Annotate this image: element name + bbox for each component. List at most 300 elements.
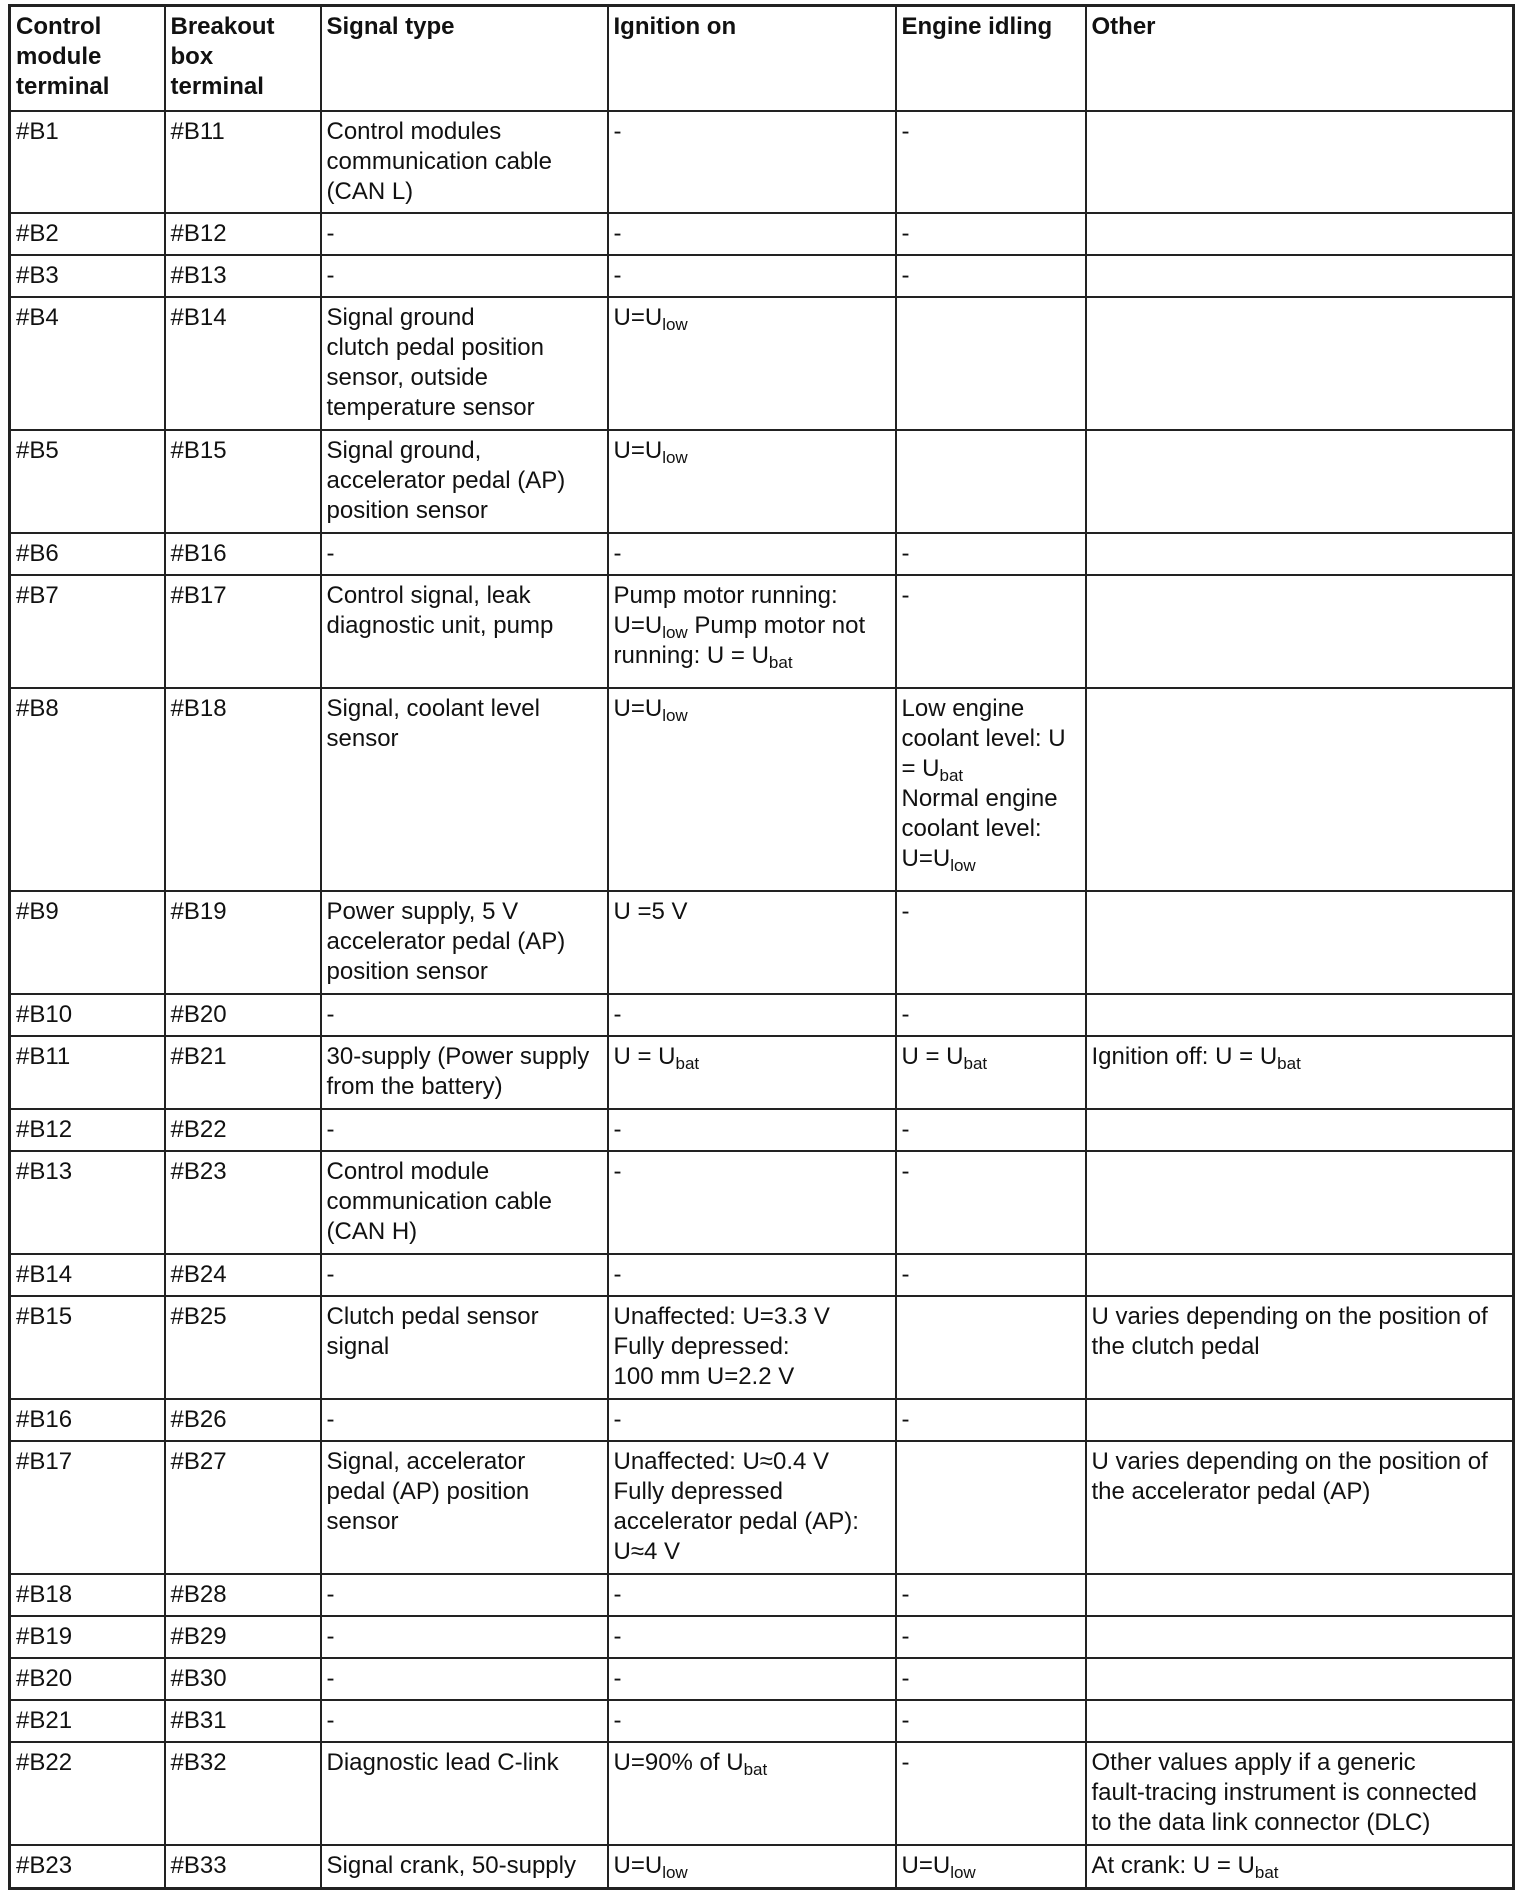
cell-line xyxy=(327,611,603,641)
cell-control-module-terminal xyxy=(10,891,165,994)
cell-line xyxy=(171,1447,316,1477)
cell-line xyxy=(327,927,603,957)
cell-line xyxy=(614,1580,891,1610)
cell-other xyxy=(1086,1845,1514,1889)
cell-text: Ignition off: U = U xyxy=(1091,1042,1278,1070)
cell-line xyxy=(327,1477,603,1507)
cell-line xyxy=(614,694,891,724)
cell-line xyxy=(614,1405,891,1435)
cell-text: U=U xyxy=(613,436,663,464)
cell-line xyxy=(902,1260,1081,1290)
subscript: low xyxy=(662,705,688,725)
cell-line xyxy=(902,261,1081,291)
cell-line xyxy=(614,1447,891,1477)
cell-control-module-terminal xyxy=(10,297,165,430)
cell-text: #B32 xyxy=(170,1748,227,1776)
subscript: low xyxy=(662,1862,688,1882)
table-row xyxy=(10,1658,1514,1700)
cell-line xyxy=(902,814,1081,844)
cell-line xyxy=(327,581,603,611)
cell-line xyxy=(614,1000,891,1030)
cell-line xyxy=(171,897,316,927)
subscript: bat xyxy=(743,1759,768,1779)
cell-text: the accelerator pedal (AP) xyxy=(1091,1477,1371,1505)
subscript: low xyxy=(950,855,976,875)
cell-text: U=U xyxy=(613,694,663,722)
cell-ignition-on xyxy=(608,1574,896,1616)
cell-line xyxy=(327,1332,603,1362)
cell-text: - xyxy=(326,1706,335,1734)
table-row xyxy=(10,688,1514,891)
cell-line xyxy=(16,1851,160,1881)
cell-breakout-box-terminal xyxy=(165,297,321,430)
cell-line xyxy=(902,1157,1081,1187)
cell-text: temperature sensor xyxy=(326,393,535,421)
cell-text: sensor, outside xyxy=(326,363,488,391)
cell-engine-idling xyxy=(896,1845,1086,1889)
cell-text: - xyxy=(901,581,910,609)
table-row xyxy=(10,1254,1514,1296)
cell-line xyxy=(614,1507,891,1537)
cell-text: U = U xyxy=(901,1042,964,1070)
cell-text: sensor xyxy=(326,724,399,752)
cell-breakout-box-terminal xyxy=(165,1036,321,1109)
cell-text: #B5 xyxy=(16,436,59,464)
cell-text: - xyxy=(901,261,910,289)
cell-engine-idling xyxy=(896,1296,1086,1399)
table-row xyxy=(10,297,1514,430)
cell-line xyxy=(902,539,1081,569)
table-row xyxy=(10,1574,1514,1616)
cell-text: diagnostic unit, pump xyxy=(326,611,554,639)
cell-breakout-box-terminal xyxy=(165,1296,321,1399)
cell-text: #B33 xyxy=(170,1851,227,1879)
cell-ignition-on xyxy=(608,1700,896,1742)
cell-text: - xyxy=(326,1405,335,1433)
cell-text: #B24 xyxy=(170,1260,227,1288)
cell-text: Signal, accelerator xyxy=(326,1447,526,1475)
cell-line xyxy=(327,1115,603,1145)
table-row xyxy=(10,1151,1514,1254)
cell-control-module-terminal xyxy=(10,533,165,575)
cell-ignition-on xyxy=(608,688,896,891)
cell-ignition-on xyxy=(608,1036,896,1109)
cell-text: - xyxy=(613,1260,622,1288)
cell-line xyxy=(614,1851,891,1881)
cell-line xyxy=(614,1157,891,1187)
column-header-ignition-on xyxy=(608,6,896,111)
table-row xyxy=(10,533,1514,575)
cell-other xyxy=(1086,111,1514,213)
cell-text: accelerator pedal (AP) xyxy=(326,466,566,494)
cell-text: - xyxy=(901,1622,910,1650)
subscript: bat xyxy=(768,652,793,672)
subscript: low xyxy=(662,622,688,642)
cell-ignition-on xyxy=(608,575,896,688)
cell-other xyxy=(1086,533,1514,575)
cell-line xyxy=(16,1622,160,1652)
cell-line xyxy=(327,147,603,177)
cell-line xyxy=(902,219,1081,249)
cell-line xyxy=(614,117,891,147)
cell-line xyxy=(16,436,160,466)
cell-signal-type xyxy=(321,575,608,688)
cell-line xyxy=(614,1477,891,1507)
cell-other xyxy=(1086,1616,1514,1658)
cell-text: #B26 xyxy=(170,1405,227,1433)
cell-text: pedal (AP) position xyxy=(326,1477,530,1505)
cell-line xyxy=(614,1115,891,1145)
cell-text: - xyxy=(613,1157,622,1185)
cell-text: #B22 xyxy=(16,1748,73,1776)
terminal-table xyxy=(8,4,1515,1890)
cell-control-module-terminal xyxy=(10,1845,165,1889)
cell-line xyxy=(327,1260,603,1290)
cell-line xyxy=(1092,1477,1509,1507)
cell-line xyxy=(16,694,160,724)
cell-line xyxy=(614,611,891,641)
cell-line xyxy=(1092,1808,1509,1838)
cell-control-module-terminal xyxy=(10,1254,165,1296)
cell-text: #B12 xyxy=(16,1115,73,1143)
cell-text: #B28 xyxy=(170,1580,227,1608)
cell-engine-idling xyxy=(896,1151,1086,1254)
cell-line xyxy=(1092,1447,1509,1477)
cell-line xyxy=(902,1405,1081,1435)
cell-text: #B27 xyxy=(170,1447,227,1475)
cell-line xyxy=(902,1622,1081,1652)
cell-text: accelerator pedal (AP) xyxy=(326,927,566,955)
cell-text: - xyxy=(901,1000,910,1028)
cell-line xyxy=(327,363,603,393)
table-row xyxy=(10,1742,1514,1845)
cell-text: #B21 xyxy=(16,1706,73,1734)
cell-text: accelerator pedal (AP): xyxy=(613,1507,859,1535)
cell-line xyxy=(327,694,603,724)
cell-line xyxy=(16,219,160,249)
cell-control-module-terminal xyxy=(10,255,165,297)
cell-line xyxy=(614,1042,891,1072)
cell-line xyxy=(171,1302,316,1332)
cell-text: #B15 xyxy=(170,436,227,464)
cell-text: U=90% of U xyxy=(613,1748,744,1776)
cell-text: coolant level: xyxy=(901,814,1042,842)
cell-engine-idling xyxy=(896,688,1086,891)
cell-line xyxy=(327,539,603,569)
cell-line xyxy=(171,1664,316,1694)
cell-text: (CAN L) xyxy=(326,177,414,205)
cell-line xyxy=(327,1706,603,1736)
cell-line xyxy=(16,581,160,611)
cell-line xyxy=(327,466,603,496)
cell-line xyxy=(171,1000,316,1030)
cell-text: - xyxy=(613,261,622,289)
cell-text: fault-tracing instrument is connected xyxy=(1091,1778,1478,1806)
cell-text: - xyxy=(901,117,910,145)
cell-text: - xyxy=(613,1664,622,1692)
cell-line xyxy=(902,754,1081,784)
header-line: Control xyxy=(16,13,102,40)
cell-text: #B17 xyxy=(170,581,227,609)
cell-text: - xyxy=(613,1622,622,1650)
cell-text: - xyxy=(326,261,335,289)
cell-text: U =5 V xyxy=(613,897,688,925)
cell-breakout-box-terminal xyxy=(165,1399,321,1441)
cell-line xyxy=(171,539,316,569)
cell-other xyxy=(1086,1109,1514,1151)
table-row xyxy=(10,1616,1514,1658)
cell-text: sensor xyxy=(326,1507,399,1535)
cell-text: - xyxy=(901,1260,910,1288)
cell-text: #B20 xyxy=(170,1000,227,1028)
cell-line xyxy=(16,1664,160,1694)
cell-other xyxy=(1086,688,1514,891)
cell-line xyxy=(171,1706,316,1736)
cell-line xyxy=(16,1580,160,1610)
cell-text: #B3 xyxy=(16,261,59,289)
cell-line xyxy=(327,117,603,147)
cell-text: Unaffected: U≈0.4 V xyxy=(613,1447,830,1475)
cell-text: #B8 xyxy=(16,694,59,722)
cell-control-module-terminal xyxy=(10,1700,165,1742)
cell-line xyxy=(902,581,1081,611)
cell-ignition-on xyxy=(608,1441,896,1574)
cell-ignition-on xyxy=(608,1658,896,1700)
cell-other xyxy=(1086,994,1514,1036)
header-line: Breakout xyxy=(170,13,275,40)
cell-ignition-on xyxy=(608,891,896,994)
cell-line xyxy=(614,436,891,466)
table-row xyxy=(10,213,1514,255)
cell-breakout-box-terminal xyxy=(165,1616,321,1658)
cell-ignition-on xyxy=(608,1254,896,1296)
cell-control-module-terminal xyxy=(10,1036,165,1109)
cell-breakout-box-terminal xyxy=(165,994,321,1036)
cell-line xyxy=(16,1000,160,1030)
cell-line xyxy=(614,1537,891,1567)
cell-text: #B23 xyxy=(170,1157,227,1185)
cell-signal-type xyxy=(321,1742,608,1845)
cell-text: #B6 xyxy=(16,539,59,567)
header-line: box xyxy=(170,43,214,70)
cell-line xyxy=(327,177,603,207)
cell-engine-idling xyxy=(896,430,1086,533)
cell-text: #B15 xyxy=(16,1302,73,1330)
cell-line xyxy=(327,1851,603,1881)
header-row xyxy=(10,6,1514,111)
cell-text: Low engine xyxy=(901,694,1025,722)
cell-line xyxy=(614,581,891,611)
cell-line xyxy=(614,1664,891,1694)
cell-line xyxy=(614,219,891,249)
cell-text: #B23 xyxy=(16,1851,73,1879)
cell-breakout-box-terminal xyxy=(165,430,321,533)
cell-text: Pump motor running: xyxy=(613,581,838,609)
cell-line xyxy=(614,641,891,671)
cell-engine-idling xyxy=(896,1574,1086,1616)
column-header-breakout-box-terminal xyxy=(165,6,321,111)
cell-line xyxy=(902,1851,1081,1881)
cell-other xyxy=(1086,1151,1514,1254)
cell-other xyxy=(1086,430,1514,533)
cell-line xyxy=(614,1302,891,1332)
cell-breakout-box-terminal xyxy=(165,891,321,994)
cell-text: Control signal, leak xyxy=(326,581,531,609)
cell-text: U=U xyxy=(613,611,663,639)
cell-text: Diagnostic lead C-link xyxy=(326,1748,559,1776)
cell-text: - xyxy=(326,1580,335,1608)
cell-line xyxy=(327,1748,603,1778)
cell-text: clutch pedal position xyxy=(326,333,544,361)
cell-other xyxy=(1086,1036,1514,1109)
cell-line xyxy=(1092,1748,1509,1778)
cell-ignition-on xyxy=(608,994,896,1036)
cell-text: - xyxy=(901,1115,910,1143)
cell-line xyxy=(327,724,603,754)
cell-line xyxy=(327,1000,603,1030)
cell-breakout-box-terminal xyxy=(165,1658,321,1700)
cell-signal-type xyxy=(321,1574,608,1616)
cell-text: - xyxy=(613,117,622,145)
cell-text: Control module xyxy=(326,1157,490,1185)
cell-breakout-box-terminal xyxy=(165,1109,321,1151)
cell-breakout-box-terminal xyxy=(165,1151,321,1254)
cell-line xyxy=(1092,1302,1509,1332)
cell-text: U=U xyxy=(613,1851,663,1879)
cell-line xyxy=(902,1000,1081,1030)
cell-text: communication cable xyxy=(326,147,552,175)
cell-text: - xyxy=(613,1405,622,1433)
cell-ignition-on xyxy=(608,533,896,575)
cell-line xyxy=(327,957,603,987)
cell-control-module-terminal xyxy=(10,111,165,213)
cell-other xyxy=(1086,1296,1514,1399)
subscript: low xyxy=(662,447,688,467)
cell-line xyxy=(902,1042,1081,1072)
cell-control-module-terminal xyxy=(10,213,165,255)
cell-line xyxy=(16,1302,160,1332)
subscript: bat xyxy=(675,1053,700,1073)
cell-text: #B4 xyxy=(16,303,59,331)
cell-text: - xyxy=(613,1706,622,1734)
cell-text: Signal ground, xyxy=(326,436,482,464)
cell-engine-idling xyxy=(896,1658,1086,1700)
cell-text: running: U = U xyxy=(613,641,769,669)
cell-line xyxy=(327,1042,603,1072)
cell-text: U=U xyxy=(901,844,951,872)
cell-ignition-on xyxy=(608,430,896,533)
cell-signal-type xyxy=(321,1254,608,1296)
cell-text: - xyxy=(326,1664,335,1692)
table-row xyxy=(10,1700,1514,1742)
cell-text: = U xyxy=(901,754,940,782)
cell-ignition-on xyxy=(608,255,896,297)
cell-text: Fully depressed: xyxy=(613,1332,790,1360)
cell-line xyxy=(327,393,603,423)
cell-ignition-on xyxy=(608,1399,896,1441)
cell-signal-type xyxy=(321,994,608,1036)
cell-text: - xyxy=(901,1405,910,1433)
cell-text: #B7 xyxy=(16,581,59,609)
cell-text: Normal engine xyxy=(901,784,1058,812)
cell-line xyxy=(327,1622,603,1652)
cell-signal-type xyxy=(321,255,608,297)
cell-text: At crank: U = U xyxy=(1091,1851,1255,1879)
cell-breakout-box-terminal xyxy=(165,1254,321,1296)
cell-line xyxy=(614,303,891,333)
cell-text: - xyxy=(901,539,910,567)
cell-line xyxy=(327,1217,603,1247)
table-row xyxy=(10,1399,1514,1441)
cell-text: #B21 xyxy=(170,1042,227,1070)
cell-text: position sensor xyxy=(326,957,488,985)
cell-line xyxy=(1092,1332,1509,1362)
cell-signal-type xyxy=(321,1151,608,1254)
cell-text: #B13 xyxy=(16,1157,73,1185)
cell-line xyxy=(614,1260,891,1290)
cell-line xyxy=(902,844,1081,874)
cell-text: U=U xyxy=(613,303,663,331)
cell-breakout-box-terminal xyxy=(165,255,321,297)
cell-line xyxy=(16,1157,160,1187)
cell-control-module-terminal xyxy=(10,1399,165,1441)
cell-line xyxy=(16,1447,160,1477)
cell-line xyxy=(327,436,603,466)
cell-line xyxy=(1092,1778,1509,1808)
cell-line xyxy=(327,1072,603,1102)
subscript: low xyxy=(662,314,688,334)
cell-line xyxy=(16,539,160,569)
cell-line xyxy=(327,333,603,363)
cell-text: Signal crank, 50-supply xyxy=(326,1851,576,1879)
cell-text: #B31 xyxy=(170,1706,227,1734)
cell-line xyxy=(171,1748,316,1778)
cell-text: Unaffected: U=3.3 V xyxy=(613,1302,830,1330)
cell-text: #B20 xyxy=(16,1664,73,1692)
cell-line xyxy=(327,1447,603,1477)
cell-text: to the data link connector (DLC) xyxy=(1091,1808,1431,1836)
cell-other xyxy=(1086,255,1514,297)
cell-line xyxy=(902,1580,1081,1610)
cell-line xyxy=(327,897,603,927)
cell-other xyxy=(1086,297,1514,430)
cell-line xyxy=(614,897,891,927)
cell-engine-idling xyxy=(896,1109,1086,1151)
cell-text: #B14 xyxy=(170,303,227,331)
cell-line xyxy=(16,1042,160,1072)
cell-line xyxy=(902,1748,1081,1778)
table-row xyxy=(10,1441,1514,1574)
cell-engine-idling xyxy=(896,575,1086,688)
cell-text: #B30 xyxy=(170,1664,227,1692)
cell-line xyxy=(614,261,891,291)
cell-engine-idling xyxy=(896,213,1086,255)
cell-line xyxy=(327,1157,603,1187)
cell-text: Other values apply if a generic xyxy=(1091,1748,1416,1776)
cell-line xyxy=(16,1260,160,1290)
cell-line xyxy=(327,1302,603,1332)
cell-line xyxy=(171,117,316,147)
cell-engine-idling xyxy=(896,1254,1086,1296)
table-row xyxy=(10,430,1514,533)
cell-signal-type xyxy=(321,1845,608,1889)
cell-control-module-terminal xyxy=(10,1296,165,1399)
cell-line xyxy=(171,1115,316,1145)
cell-text: - xyxy=(901,1706,910,1734)
cell-text: #B19 xyxy=(16,1622,73,1650)
cell-text: #B18 xyxy=(16,1580,73,1608)
cell-line xyxy=(171,1622,316,1652)
